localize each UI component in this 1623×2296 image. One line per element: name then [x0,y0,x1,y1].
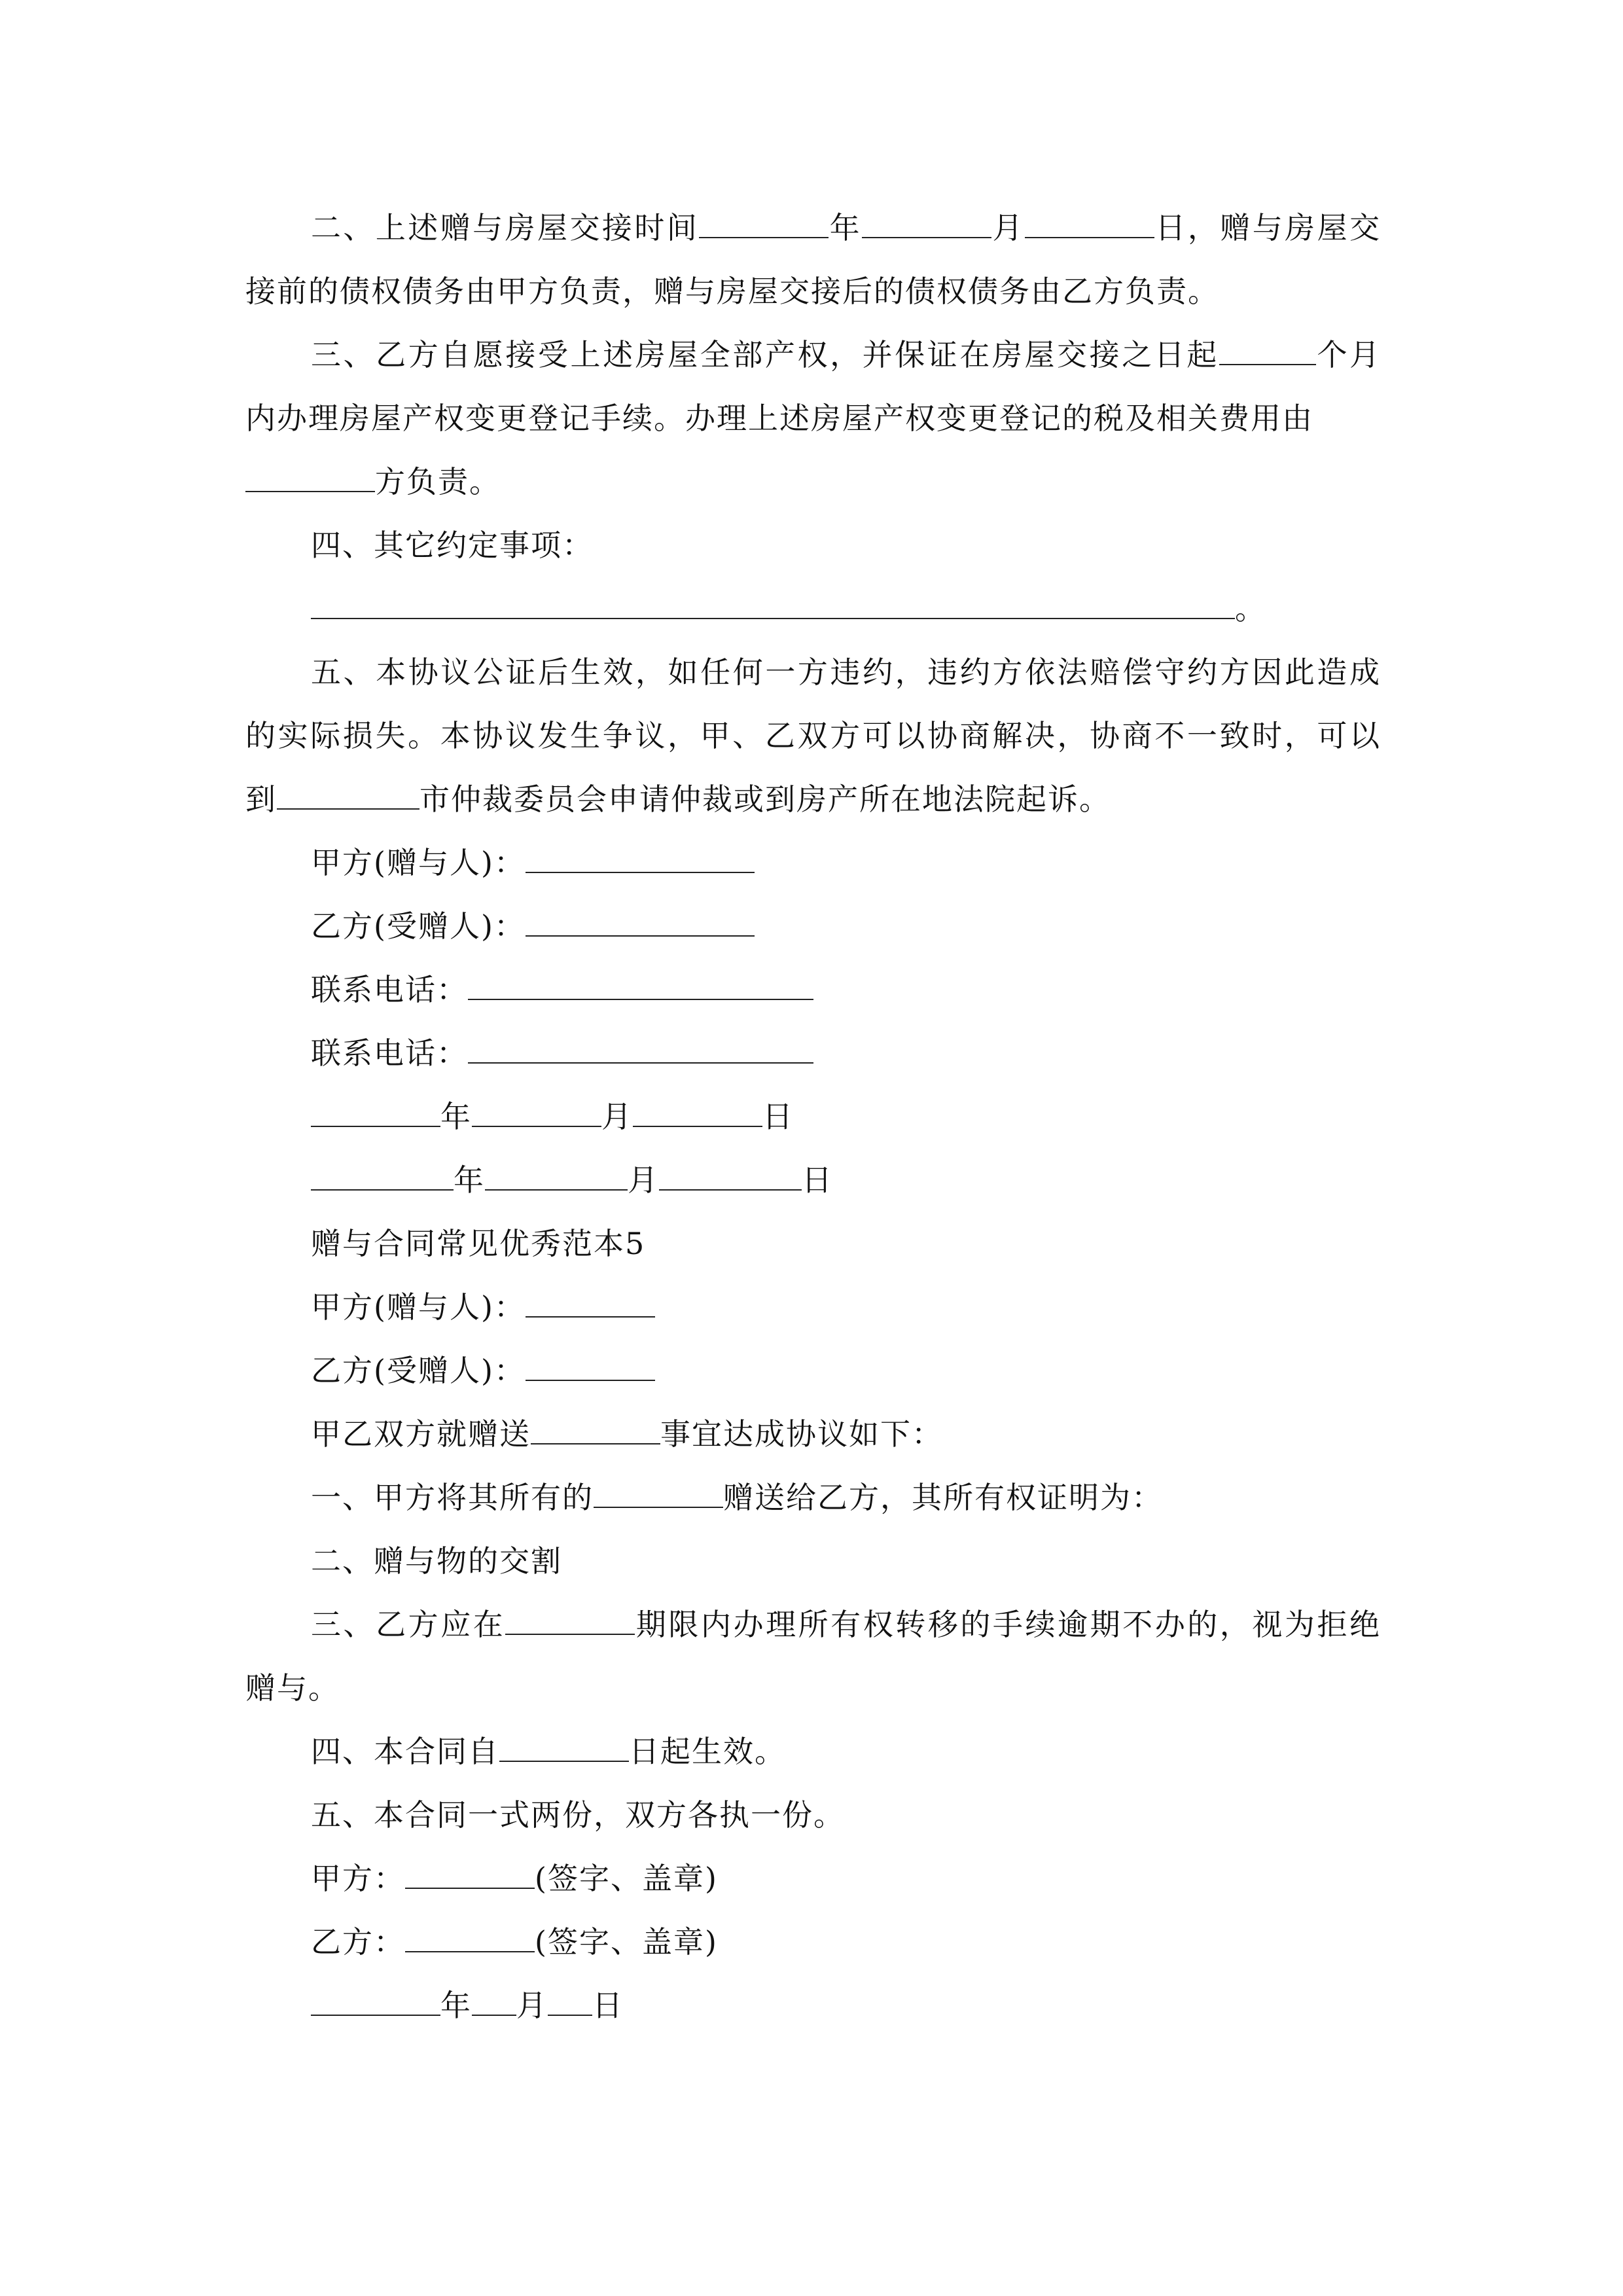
handover-day-blank [1025,208,1154,238]
month-label: 月 [991,210,1025,245]
clause-5-to: 到 [245,781,277,817]
t5-sign-a [311,1847,1381,1910]
day-label: 日 [762,1099,794,1134]
date-month-blank [485,1160,628,1191]
signature-party-b [311,895,1381,958]
day-label: 日 [802,1162,833,1198]
party-a-blank [526,1287,655,1318]
t5-item-3-line-1 [311,1593,1381,1657]
clause-3-line-1 [311,323,1381,387]
clause-5-line-1: 五、本协议公证后生效，如任何一方违约，违约方依法赔偿守约方因此造成 [311,655,1381,690]
year-label: 年 [829,210,863,245]
year-label: 年 [440,1099,472,1134]
clause-5-line-2: 的实际损失。本协议发生争议，甲、乙双方可以协商解决，协商不一致时，可以 [245,718,1381,753]
party-a-label: 甲方(赠与人)： [311,1289,526,1325]
t5-date [311,1974,1381,2037]
clause-2-text: 二、上述赠与房屋交接时间 [311,210,700,245]
year-label: 年 [440,1988,472,2023]
sign-b-note: (签字、盖章) [535,1924,718,1960]
fee-party-label: 方负责。 [375,464,501,499]
t5-item-2: 二、赠与物的交割 [311,1543,562,1579]
contact-phone-2 [311,1022,1381,1085]
party-a-blank [526,843,755,873]
clause-2-line-2: 接前的债权债务由甲方负责，赠与房屋交接后的债权债务由乙方负责。 [245,274,1219,309]
item-4-text-end: 日起生效。 [629,1734,786,1769]
item-1-text-end: 赠送给乙方，其所有权证明为： [723,1480,1163,1515]
phone-label: 联系电话： [311,972,468,1007]
contact-phone-1 [311,958,1381,1022]
sign-a-label: 甲方： [311,1861,405,1896]
date-year-blank [311,1097,440,1127]
month-label: 月 [628,1162,659,1198]
date-day-blank [633,1097,762,1127]
handover-year-blank [699,208,829,238]
signature-party-a [311,831,1381,895]
t5-party-a [311,1276,1381,1339]
party-a-label: 甲方(赠与人)： [311,845,526,880]
t5-item-4 [311,1720,1381,1784]
clause-2-text-end: 日，赠与房屋交 [1154,210,1382,245]
clause-3-line-3 [245,450,1381,514]
gift-subject-blank [531,1414,660,1444]
clause-3-line-2: 内办理房屋产权变更登记手续。办理上述房屋产权变更登记的税及相关费用由 [245,401,1313,436]
t5-party-b [311,1339,1381,1403]
clause-3-text: 三、乙方自愿接受上述房屋全部产权，并保证在房屋交接之日起 [311,337,1219,372]
clause-2-line-1 [311,196,1381,260]
arbitration-city-blank [277,780,419,810]
other-terms-blank [311,589,1235,619]
sign-b-label: 乙方： [311,1924,405,1960]
phone-label: 联系电话： [311,1035,468,1071]
months-label: 个月 [1315,337,1382,372]
handover-month-blank [862,208,991,238]
date-month-blank [472,1986,516,2016]
gift-item-blank [594,1478,723,1508]
date-day-blank [659,1160,802,1191]
months-blank [1219,335,1316,365]
phone-blank [468,1033,813,1064]
party-b-blank [526,1351,655,1381]
t5-sign-b [311,1910,1381,1974]
sign-a-note: (签字、盖章) [535,1861,718,1896]
item-3-text-end: 期限内办理所有权转移的手续逾期不办的，视为拒绝 [635,1607,1382,1642]
year-label: 年 [454,1162,485,1198]
party-b-blank [526,906,755,937]
intro-text-end: 事宜达成协议如下： [660,1416,943,1452]
date-line-1 [311,1085,1381,1149]
section-title: 赠与合同常见优秀范本5 [311,1226,646,1261]
t5-item-5: 五、本合同一式两份，双方各执一份。 [311,1797,845,1833]
sign-a-blank [405,1859,535,1889]
item-1-text: 一、甲方将其所有的 [311,1480,594,1515]
effective-date-blank [499,1732,629,1762]
date-line-2 [311,1149,1381,1212]
month-label: 月 [516,1988,548,2023]
fee-party-blank [245,462,375,492]
period: 。 [1235,591,1266,626]
clause-4-line-1: 四、其它约定事项： [311,528,594,563]
day-label: 日 [592,1988,624,2023]
clause-5-text-end: 市仲裁委员会申请仲裁或到房产所在地法院起诉。 [419,781,1111,817]
deadline-blank [505,1605,635,1635]
date-year-blank [311,1160,454,1191]
t5-item-3-line-2: 赠与。 [245,1670,340,1706]
phone-blank [468,970,813,1000]
intro-text: 甲乙双方就赠送 [311,1416,531,1452]
sign-b-blank [405,1922,535,1952]
t5-intro [311,1403,1381,1466]
t5-item-1 [311,1466,1381,1530]
date-day-blank [548,1986,592,2016]
date-year-blank [311,1986,440,2016]
clause-4-line-2 [311,577,1381,641]
item-4-text: 四、本合同自 [311,1734,499,1769]
item-3-text: 三、乙方应在 [311,1607,506,1642]
date-month-blank [472,1097,601,1127]
party-b-label: 乙方(受赠人)： [311,1353,526,1388]
party-b-label: 乙方(受赠人)： [311,908,526,944]
month-label: 月 [601,1099,633,1134]
clause-5-line-3 [245,768,1381,831]
